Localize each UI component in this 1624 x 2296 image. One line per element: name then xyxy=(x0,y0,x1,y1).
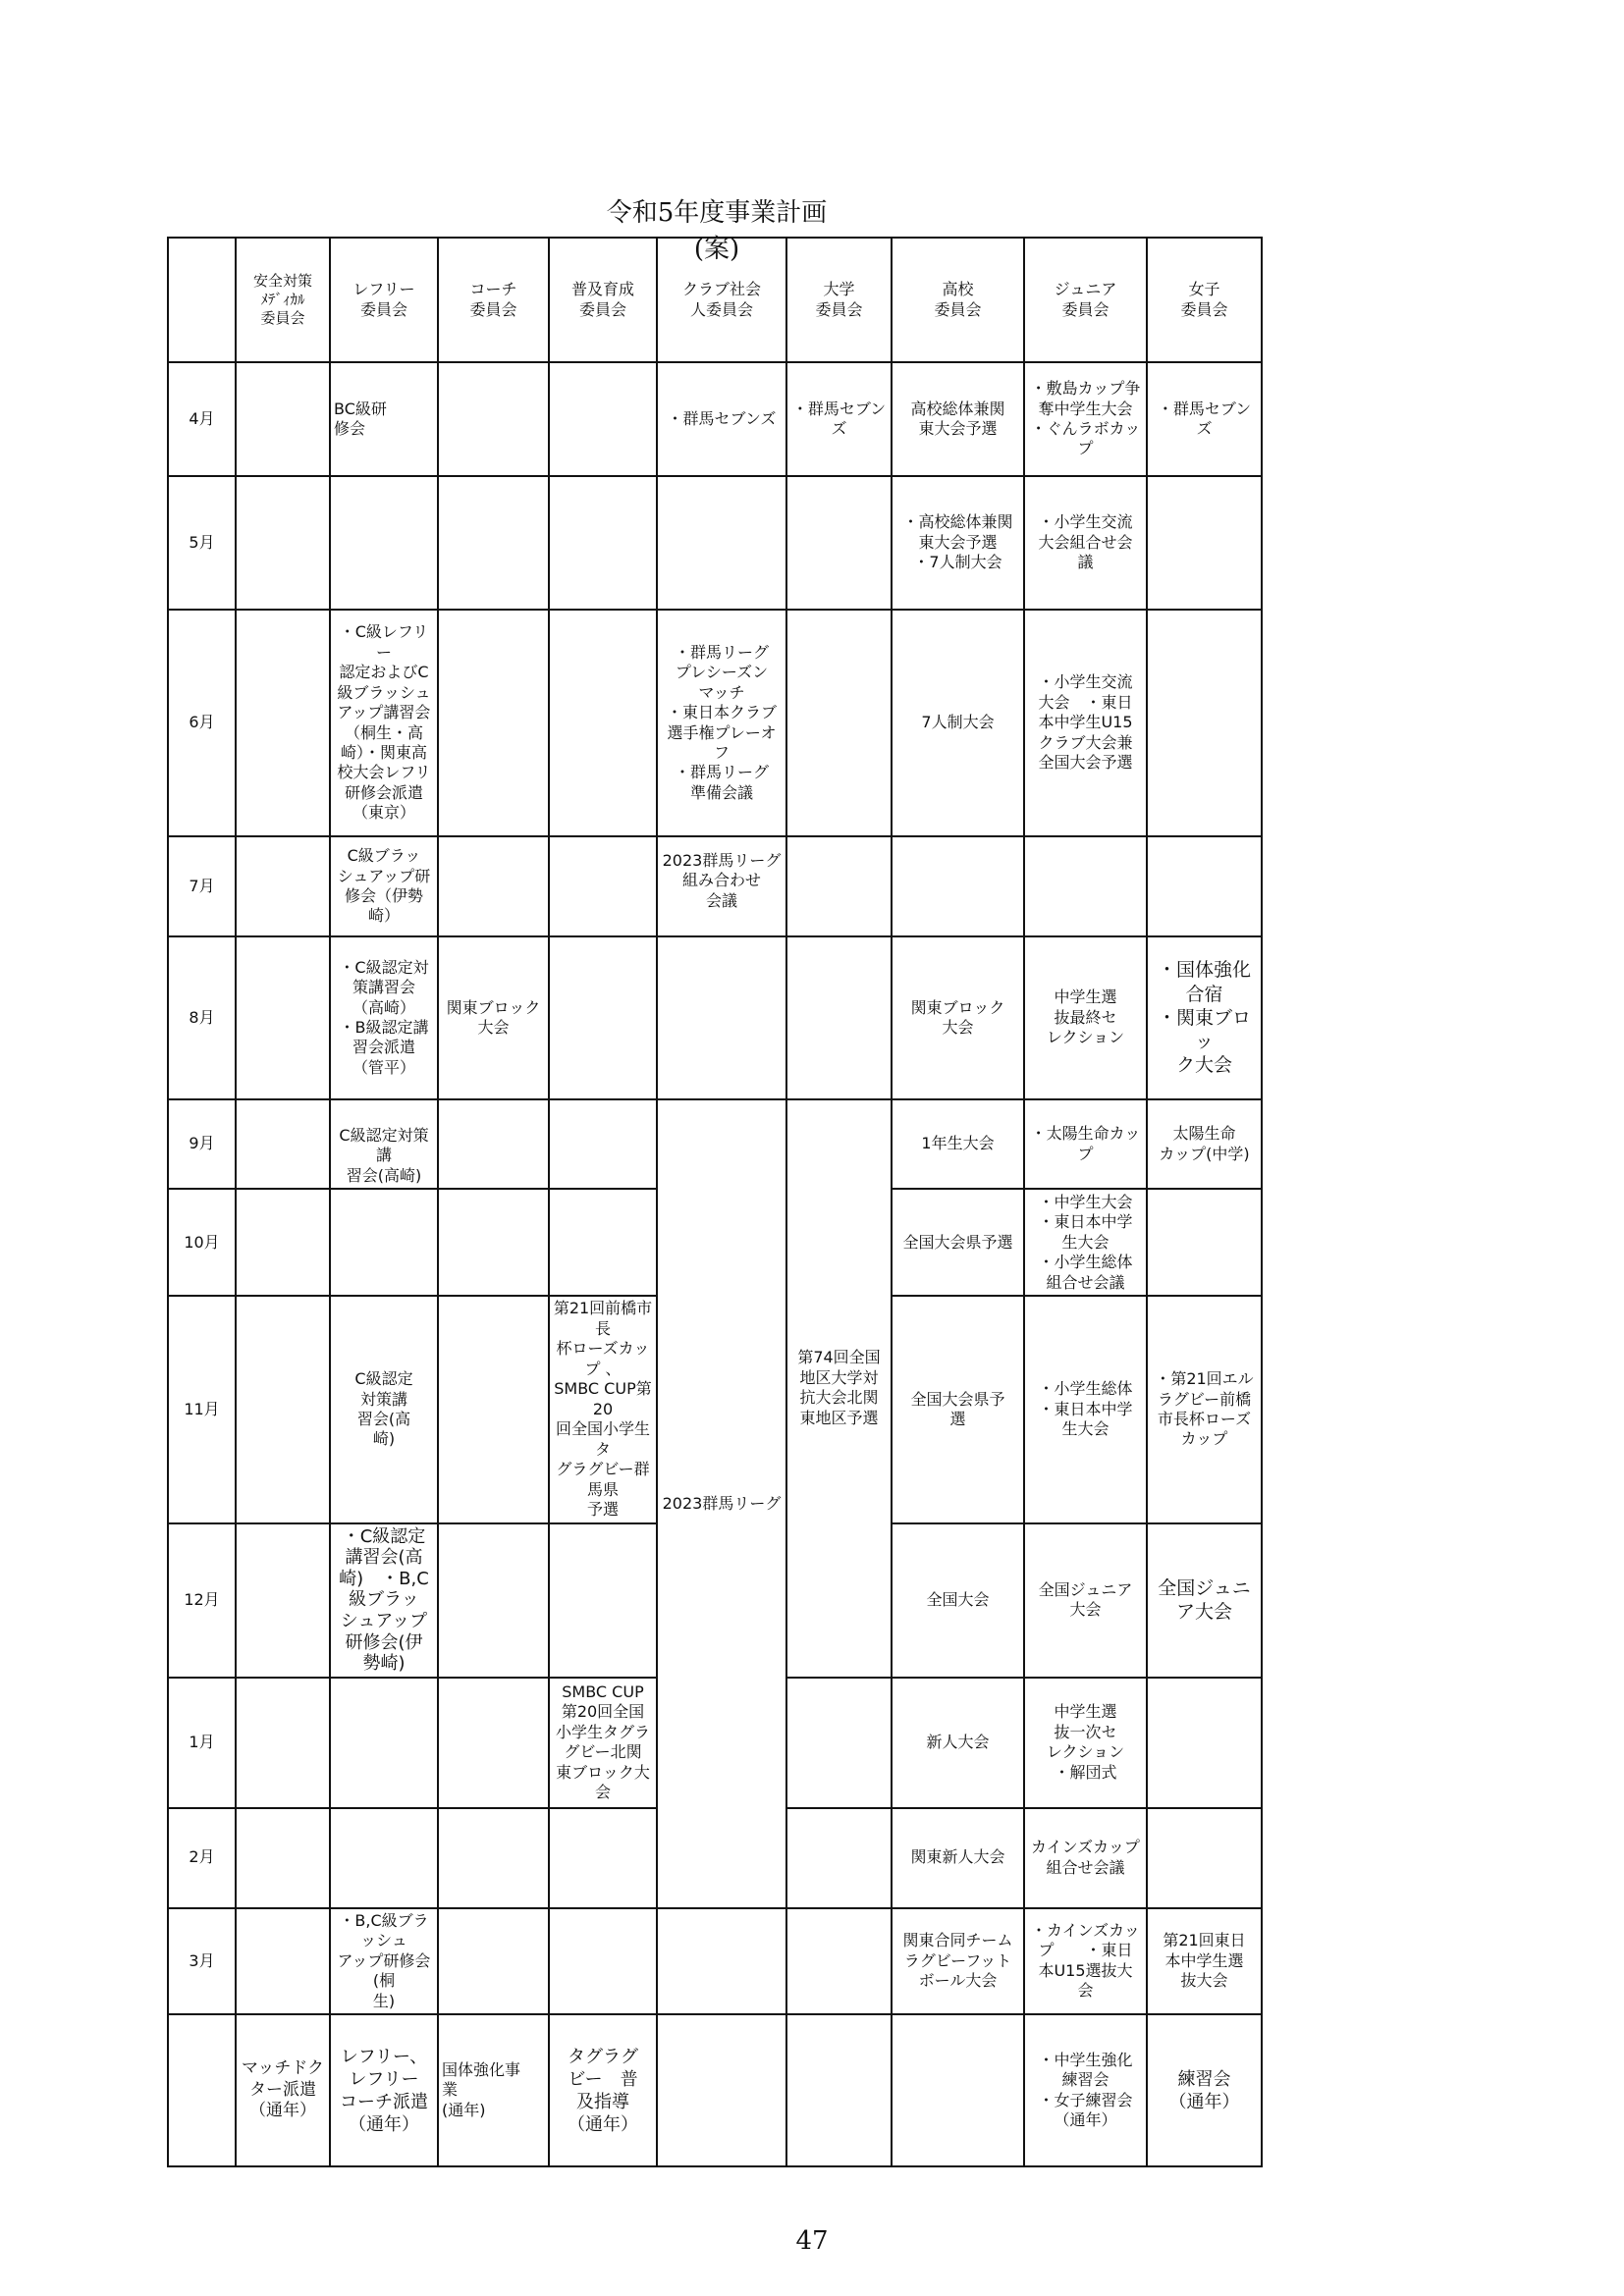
cell-women: ・国体強化 合宿 ・関東ブロッ ク大会 xyxy=(1147,936,1262,1099)
cell-referee xyxy=(330,1678,438,1808)
month-label: 1月 xyxy=(168,1678,236,1808)
month-label: 3月 xyxy=(168,1908,236,2014)
cell-promo: 第21回前橋市長 杯ローズカップ 、 SMBC CUP第20 回全国小学生タ グラグビー群馬県 予選 xyxy=(549,1296,657,1522)
cell-safety xyxy=(236,362,330,476)
cell-club: ・群馬セブンズ xyxy=(657,362,786,476)
cell-safety xyxy=(236,1099,330,1189)
cell-univ xyxy=(786,1808,892,1908)
cell-safety xyxy=(236,1678,330,1808)
cell-junior: ・太陽生命カッ プ xyxy=(1024,1099,1147,1189)
cell-high: 関東ブロック 大会 xyxy=(892,936,1024,1099)
cell-women: 太陽生命 カップ(中学) xyxy=(1147,1099,1262,1189)
cell-club: ・群馬リーグ プレシーズン マッチ ・東日本クラブ 選手権プレーオ フ ・群馬リーグ 準備会議 xyxy=(657,610,786,836)
cell-women: 全国ジュニ ア大会 xyxy=(1147,1523,1262,1678)
cell-high: 新人大会 xyxy=(892,1678,1024,1808)
month-label: 6月 xyxy=(168,610,236,836)
cell-women xyxy=(1147,610,1262,836)
cell-women xyxy=(1147,836,1262,936)
cell-women xyxy=(1147,1189,1262,1296)
cell-safety xyxy=(236,610,330,836)
cell-high: 1年生大会 xyxy=(892,1099,1024,1189)
cell-coach: 関東ブロック大会 xyxy=(438,936,549,1099)
cell-safety: マッチドク ター派遣 （通年） xyxy=(236,2014,330,2166)
cell-coach xyxy=(438,362,549,476)
cell-junior: ・カインズカッ プ ・東日 本U15選抜大 会 xyxy=(1024,1908,1147,2014)
header-women: 女子 委員会 xyxy=(1147,238,1262,362)
cell-coach xyxy=(438,1099,549,1189)
cell-referee: レフリー、 レフリー コーチ派遣 （通年） xyxy=(330,2014,438,2166)
row-august xyxy=(168,936,1262,1099)
header-promo: 普及育成 委員会 xyxy=(549,238,657,362)
month-label: 8月 xyxy=(168,936,236,1099)
row-june xyxy=(168,610,1262,836)
cell-promo xyxy=(549,362,657,476)
cell-promo xyxy=(549,1808,657,1908)
cell-referee: ・C級認定 講習会(高 崎) ・B,C 級ブラッ シュアップ 研修会(伊 勢崎) xyxy=(330,1523,438,1678)
cell-univ xyxy=(786,1678,892,1808)
cell-referee: C級認定対策講 習会(高崎) xyxy=(330,1099,438,1189)
cell-coach xyxy=(438,1523,549,1678)
cell-promo xyxy=(549,836,657,936)
cell-high: 関東新人大会 xyxy=(892,1808,1024,1908)
cell-safety xyxy=(236,1189,330,1296)
cell-univ: ・群馬セブンズ xyxy=(786,362,892,476)
cell-women xyxy=(1147,1678,1262,1808)
cell-high xyxy=(892,2014,1024,2166)
cell-referee: ・C級レフリー 認定およびC 級ブラッシュ アップ講習会 （桐生・高 崎）・関東高 校大会レフリ 研修会派遣 （東京） xyxy=(330,610,438,836)
cell-junior: 全国ジュニア 大会 xyxy=(1024,1523,1147,1678)
cell-junior: ・小学生交流 大会組合せ会 議 xyxy=(1024,476,1147,610)
cell-univ xyxy=(786,2014,892,2166)
cell-safety xyxy=(236,476,330,610)
month-label xyxy=(168,2014,236,2166)
cell-junior: ・中学生大会 ・東日本中学 生大会 ・小学生総体 組合せ会議 xyxy=(1024,1189,1147,1296)
cell-coach xyxy=(438,1678,549,1808)
cell-club xyxy=(657,2014,786,2166)
cell-junior: ・中学生強化 練習会 ・女子練習会 （通年） xyxy=(1024,2014,1147,2166)
cell-promo xyxy=(549,1099,657,1189)
cell-junior: カインズカップ 組合せ会議 xyxy=(1024,1808,1147,1908)
cell-coach: 国体強化事 業 (通年) xyxy=(438,2014,549,2166)
cell-promo xyxy=(549,476,657,610)
header-high: 高校 委員会 xyxy=(892,238,1024,362)
document-title: 令和5年度事業計画(案) xyxy=(606,198,828,264)
cell-safety xyxy=(236,1908,330,2014)
cell-women: ・群馬セブンズ xyxy=(1147,362,1262,476)
month-label: 2月 xyxy=(168,1808,236,1908)
cell-univ xyxy=(786,836,892,936)
month-label: 11月 xyxy=(168,1296,236,1522)
cell-junior: ・小学生交流 大会 ・東日 本中学生U15 クラブ大会兼 全国大会予選 xyxy=(1024,610,1147,836)
month-label: 7月 xyxy=(168,836,236,936)
cell-coach xyxy=(438,1808,549,1908)
cell-promo xyxy=(549,1908,657,2014)
cell-safety xyxy=(236,1523,330,1678)
cell-promo: タグラグ ビー 普 及指導 （通年） xyxy=(549,2014,657,2166)
cell-univ xyxy=(786,1908,892,2014)
header-club: クラブ社会 人委員会 xyxy=(657,238,786,362)
cell-club xyxy=(657,1908,786,2014)
header-month xyxy=(168,238,236,362)
month-label: 4月 xyxy=(168,362,236,476)
cell-referee: ・C級認定対 策講習会 （高崎） ・B級認定講 習会派遣 （管平） xyxy=(330,936,438,1099)
cell-safety xyxy=(236,836,330,936)
cell-coach xyxy=(438,610,549,836)
cell-high: 全国大会県予選 xyxy=(892,1189,1024,1296)
cell-coach xyxy=(438,1189,549,1296)
header-coach: コーチ 委員会 xyxy=(438,238,549,362)
row-may xyxy=(168,476,1262,610)
cell-univ xyxy=(786,610,892,836)
header-junior: ジュニア 委員会 xyxy=(1024,238,1147,362)
page-number: 47 xyxy=(795,2226,829,2256)
cell-promo xyxy=(549,1523,657,1678)
cell-junior: ・敷島カップ争 奪中学生大会 ・ぐんラボカッ プ xyxy=(1024,362,1147,476)
row-april xyxy=(168,362,1262,476)
cell-high xyxy=(892,836,1024,936)
cell-coach xyxy=(438,1296,549,1522)
cell-high: 全国大会県予 選 xyxy=(892,1296,1024,1522)
month-label: 9月 xyxy=(168,1099,236,1189)
cell-referee xyxy=(330,1808,438,1908)
cell-women: 練習会 （通年） xyxy=(1147,2014,1262,2166)
row-july xyxy=(168,836,1262,936)
cell-high: 関東合同チーム ラグビーフット ボール大会 xyxy=(892,1908,1024,2014)
cell-women xyxy=(1147,1808,1262,1908)
cell-club xyxy=(657,476,786,610)
cell-univ-merged: 第74回全国 地区大学対 抗大会北関 東地区予選 xyxy=(786,1099,892,1678)
cell-referee xyxy=(330,1189,438,1296)
cell-coach xyxy=(438,476,549,610)
cell-coach xyxy=(438,836,549,936)
month-label: 12月 xyxy=(168,1523,236,1678)
cell-referee: BC級研 修会 xyxy=(330,362,438,476)
cell-promo xyxy=(549,610,657,836)
cell-women xyxy=(1147,476,1262,610)
cell-club: 2023群馬リーグ 組み合わせ 会議 xyxy=(657,836,786,936)
cell-high: 7人制大会 xyxy=(892,610,1024,836)
header-safety: 安全対策 ﾒﾃﾞｨｶﾙ 委員会 xyxy=(236,238,330,362)
header-univ: 大学 委員会 xyxy=(786,238,892,362)
cell-high: 高校総体兼関 東大会予選 xyxy=(892,362,1024,476)
cell-safety xyxy=(236,936,330,1099)
cell-safety xyxy=(236,1296,330,1522)
cell-univ xyxy=(786,936,892,1099)
cell-high: ・高校総体兼関 東大会予選 ・7人制大会 xyxy=(892,476,1024,610)
header-row xyxy=(168,238,1262,362)
cell-junior: ・小学生総体 ・東日本中学 生大会 xyxy=(1024,1296,1147,1522)
cell-univ xyxy=(786,476,892,610)
cell-junior: 中学生選 抜最終セ レクション xyxy=(1024,936,1147,1099)
header-referee: レフリー 委員会 xyxy=(330,238,438,362)
business-plan-table xyxy=(167,237,1263,2167)
cell-promo xyxy=(549,1189,657,1296)
row-march xyxy=(168,1908,1262,2014)
cell-club xyxy=(657,936,786,1099)
cell-referee xyxy=(330,476,438,610)
row-september xyxy=(168,1099,1262,1189)
cell-referee: ・B,C級ブラッシュ アップ研修会(桐 生) xyxy=(330,1908,438,2014)
row-year-round xyxy=(168,2014,1262,2166)
cell-junior: 中学生選 抜一次セ レクション ・解団式 xyxy=(1024,1678,1147,1808)
cell-safety xyxy=(236,1808,330,1908)
cell-promo: SMBC CUP 第20回全国 小学生タグラ グビー北関 東ブロック大 会 xyxy=(549,1678,657,1808)
cell-referee: C級ブラッ シュアップ研 修会（伊勢 崎） xyxy=(330,836,438,936)
cell-women: 第21回東日 本中学生選 抜大会 xyxy=(1147,1908,1262,2014)
cell-junior xyxy=(1024,836,1147,936)
cell-referee: C級認定 対策講 習会(高 崎) xyxy=(330,1296,438,1522)
month-label: 10月 xyxy=(168,1189,236,1296)
cell-women: ・第21回エル ラグビー前橋 市長杯ローズ カップ xyxy=(1147,1296,1262,1522)
cell-promo xyxy=(549,936,657,1099)
cell-high: 全国大会 xyxy=(892,1523,1024,1678)
cell-coach xyxy=(438,1908,549,2014)
cell-club-merged: 2023群馬リーグ xyxy=(657,1099,786,1908)
month-label: 5月 xyxy=(168,476,236,610)
